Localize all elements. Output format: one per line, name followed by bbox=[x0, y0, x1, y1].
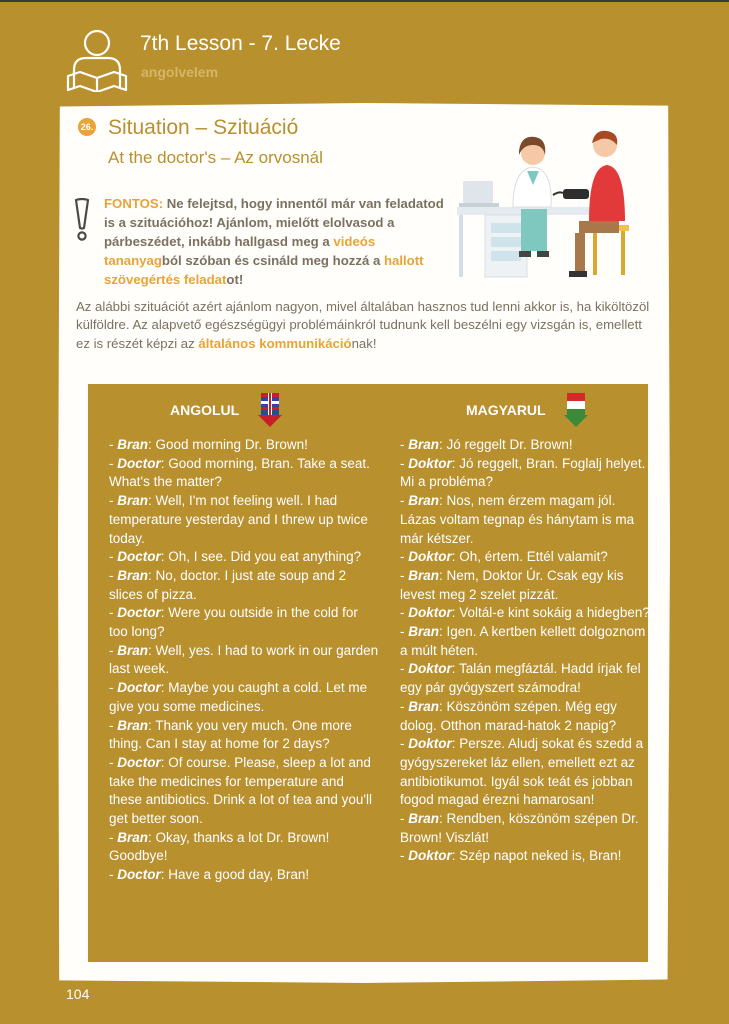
speaker-name: Doctor bbox=[117, 680, 161, 696]
line-dash: - bbox=[400, 567, 409, 583]
speaker-name: Doctor bbox=[117, 549, 161, 565]
line-dash: - bbox=[109, 680, 118, 696]
dialog-line bbox=[400, 492, 655, 548]
speaker-name: Doktor bbox=[408, 661, 452, 677]
dialog-line bbox=[400, 698, 655, 735]
top-border bbox=[0, 0, 729, 2]
line-text: : Köszönöm szépen. Még egy dolog. Otthon marad-hatok 2 napig? bbox=[400, 698, 617, 733]
dialog-line bbox=[400, 604, 655, 623]
speaker-name: Doctor bbox=[117, 754, 161, 770]
line-text: : Talán megfáztál. Hadd írjak fel egy pár gyógyszert számodra! bbox=[400, 661, 641, 696]
speaker-name: Bran bbox=[408, 624, 440, 640]
dialog-line bbox=[109, 866, 379, 885]
listening-task-link[interactable]: hallott szövegértés feladat bbox=[104, 253, 424, 287]
dialog-line bbox=[400, 623, 655, 660]
hungarian-flag-arrow-icon bbox=[564, 393, 588, 427]
line-dash: - bbox=[400, 605, 409, 621]
line-dash: - bbox=[109, 455, 118, 471]
line-dash: - bbox=[109, 754, 118, 770]
dialog-line bbox=[400, 567, 655, 604]
speaker-name: Bran bbox=[408, 811, 440, 827]
line-text: : Szép napot neked is, Bran! bbox=[451, 848, 622, 864]
line-text: : Maybe you caught a cold. Let me give you some medicines. bbox=[109, 680, 368, 714]
dialog-line bbox=[109, 548, 379, 567]
speaker-name: Doktor bbox=[408, 605, 452, 621]
dialog-line bbox=[109, 829, 379, 866]
reader-person-icon bbox=[64, 26, 130, 92]
dialog-line bbox=[109, 754, 379, 829]
line-dash: - bbox=[400, 493, 409, 509]
doctor-patient-illustration bbox=[455, 125, 660, 283]
speaker-name: Bran bbox=[117, 567, 149, 583]
line-dash: - bbox=[109, 829, 118, 845]
line-text: : Thank you very much. One more thing. Can I stay at home for 2 days? bbox=[109, 717, 352, 752]
intro-text: nak! bbox=[351, 335, 377, 351]
dialog-line bbox=[400, 455, 655, 492]
notice-text: Ne felejtsd, hogy innentől már van feladatod is a szituációhoz! Ajánlom, mielőtt elolvasod a párbeszédet, inkább hallgasd meg a bbox=[104, 196, 444, 249]
dialog-line bbox=[109, 436, 379, 455]
video-material-link[interactable]: videós tananyag bbox=[104, 234, 376, 268]
dialog-line bbox=[109, 604, 379, 641]
line-text: : Okay, thanks a lot Dr. Brown! Goodbye! bbox=[109, 829, 330, 864]
intro-paragraph bbox=[76, 298, 651, 353]
line-text: : Good morning Dr. Brown! bbox=[148, 437, 308, 452]
speaker-name: Bran bbox=[408, 698, 440, 714]
situation-number-badge: 26. bbox=[78, 118, 96, 136]
dialog-line bbox=[400, 436, 655, 455]
line-dash: - bbox=[400, 848, 409, 864]
speaker-name: Bran bbox=[117, 493, 149, 509]
intro-text: Az alábbi szituációt azért ajánlom nagyon, mivel általában hasznos tud lenni akkor is, ha kiköltözöl külföldre. Az alapvető egészségügyi problémáinkról tudnunk kell beszélni egy vizsgán is, emellett ez is részét képzi az bbox=[76, 299, 650, 351]
line-dash: - bbox=[109, 867, 118, 883]
line-dash: - bbox=[400, 549, 409, 565]
line-text: : Persze. Aludj sokat és szedd a gyógyszereket láz ellen, emellett ezt az antibiotikumot. Igyál sok teát és jobban fogod magad érezni hamarosan! bbox=[400, 736, 644, 808]
dialog-line bbox=[400, 735, 655, 810]
line-text: : Rendben, köszönöm szépen Dr. Brown! Viszlát! bbox=[400, 811, 639, 845]
line-dash: - bbox=[109, 642, 118, 658]
line-text: : Jó reggelt, Bran. Foglalj helyet. Mi a probléma? bbox=[400, 455, 646, 490]
dialog-line bbox=[109, 642, 379, 679]
dialog-line bbox=[400, 548, 655, 567]
line-dash: - bbox=[109, 549, 118, 565]
dialog-line bbox=[109, 679, 379, 716]
line-dash: - bbox=[109, 567, 118, 583]
line-text: : Nem, Doktor Úr. Csak egy kis levest meg 2 szelet pizzát. bbox=[400, 567, 624, 602]
brand-label: angolvelem bbox=[141, 64, 219, 80]
speaker-name: Doktor bbox=[408, 455, 452, 471]
dialog-line bbox=[109, 492, 379, 548]
line-dash: - bbox=[109, 717, 118, 733]
line-dash: - bbox=[400, 661, 409, 677]
line-dash: - bbox=[109, 437, 118, 452]
dialog-line bbox=[109, 455, 379, 492]
hungarian-column-header: MAGYARUL bbox=[466, 402, 546, 418]
lesson-title: 7th Lesson - 7. Lecke bbox=[140, 32, 341, 55]
line-text: : No, doctor. I just ate soup and 2 slices of pizza. bbox=[109, 567, 347, 602]
speaker-name: Doctor bbox=[117, 867, 161, 883]
speaker-name: Doktor bbox=[408, 848, 452, 864]
notice-text: ot! bbox=[226, 272, 244, 287]
speaker-name: Bran bbox=[117, 437, 149, 452]
line-text: : Of course. Please, sleep a lot and take the medicines for temperature and these antibiotics. Drink a lot of tea and you'll get better soon. bbox=[109, 754, 372, 827]
line-dash: - bbox=[400, 736, 409, 752]
dialog-line bbox=[109, 567, 379, 604]
english-column-header: ANGOLUL bbox=[170, 402, 240, 418]
line-text: : Igen. A kertben kellett dolgoznom a múlt héten. bbox=[400, 624, 646, 658]
speaker-name: Bran bbox=[117, 829, 149, 845]
speaker-name: Doktor bbox=[408, 549, 452, 565]
line-dash: - bbox=[109, 493, 118, 509]
line-text: : Good morning, Bran. Take a seat. What's the matter? bbox=[109, 455, 370, 490]
speaker-name: Bran bbox=[408, 437, 440, 452]
line-text: : Oh, I see. Did you eat anything? bbox=[160, 549, 362, 565]
speaker-name: Doctor bbox=[117, 605, 161, 621]
dialog-line bbox=[400, 847, 655, 866]
line-dash: - bbox=[400, 811, 409, 827]
line-text: : Oh, értem. Ettél valamit? bbox=[451, 549, 608, 565]
speaker-name: Bran bbox=[117, 642, 149, 658]
line-text: : Have a good day, Bran! bbox=[160, 867, 310, 883]
line-dash: - bbox=[400, 698, 409, 714]
line-text: : Jó reggelt Dr. Brown! bbox=[439, 437, 573, 452]
line-text: : Voltál-e kint sokáig a hidegben? bbox=[451, 605, 650, 621]
notice-label: FONTOS: bbox=[104, 196, 164, 211]
line-text: : Nos, nem érzem magam jól. Lázas voltam tegnap és hánytam is ma már kétszer. bbox=[400, 493, 635, 546]
line-text: : Were you outside in the cold for too long? bbox=[109, 605, 358, 640]
line-dash: - bbox=[400, 437, 409, 452]
line-dash: - bbox=[400, 455, 409, 471]
speaker-name: Bran bbox=[408, 493, 440, 509]
speaker-name: Doctor bbox=[117, 455, 161, 471]
notice-text: ból szóban és csináld meg hozzá a bbox=[161, 253, 384, 268]
exclamation-icon bbox=[72, 198, 92, 242]
situation-title: Situation – Szituáció bbox=[108, 116, 299, 139]
uk-us-flag-arrow-icon bbox=[258, 393, 282, 427]
line-dash: - bbox=[109, 605, 118, 621]
page-number: 104 bbox=[66, 986, 90, 1002]
speaker-name: Doktor bbox=[408, 736, 452, 752]
english-dialog-list bbox=[109, 436, 379, 885]
general-communication-highlight: általános kommunikáció bbox=[198, 335, 352, 351]
dialog-line bbox=[400, 660, 655, 697]
situation-subtitle: At the doctor's – Az orvosnál bbox=[108, 148, 323, 167]
notice-paragraph bbox=[104, 194, 456, 289]
dialog-line bbox=[109, 717, 379, 754]
speaker-name: Bran bbox=[408, 567, 440, 583]
line-dash: - bbox=[400, 624, 409, 640]
dialog-line bbox=[400, 810, 655, 847]
hungarian-dialog-list bbox=[400, 436, 655, 866]
speaker-name: Bran bbox=[117, 717, 149, 733]
line-text: : Well, yes. I had to work in our garden last week. bbox=[109, 642, 379, 677]
line-text: : Well, I'm not feeling well. I had temperature yesterday and I threw up twice today. bbox=[109, 493, 368, 546]
